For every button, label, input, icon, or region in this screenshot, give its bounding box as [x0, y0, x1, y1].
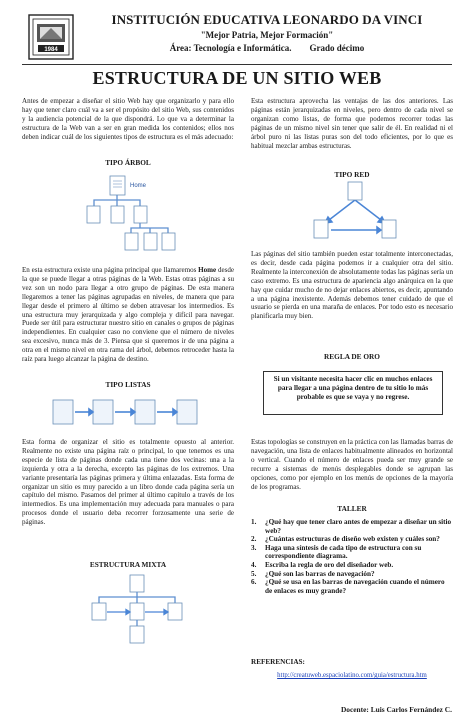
topologies-text: Estas topologías se construyen en la práctica con las llamadas barras de navegación, una lista de enlaces habitualmente alineados en horizontal o vertical. Cuando el número de enlaces pueda ser muy grande se recurre a sistemas de menús desplegables donde se agrupan las opciones, como por ejemplo en los menús de opciones de la mayoría de los programas.	[251, 438, 453, 491]
fig-mixed-title: ESTRUCTURA MIXTA	[89, 560, 167, 569]
list-paragraph	[22, 438, 234, 527]
workshop-item: 3. Haga una síntesis de cada tipo de estructura con su correspondiente diagrama.	[251, 543, 422, 561]
mixed-paragraph	[251, 97, 453, 150]
tree-text-part1: En esta estructura existe una página principal que llamaremos	[22, 266, 199, 274]
golden-rule-title: REGLA DE ORO	[324, 352, 380, 361]
workshop-title: TALLER	[337, 504, 367, 513]
fig-tree-title: TIPO ÁRBOL	[105, 158, 151, 167]
network-diagram	[305, 180, 405, 244]
tree-diagram	[80, 170, 190, 256]
mixed-text: Esta estructura aprovecha las ventajas de las dos anteriores. Las páginas están jerarquizadas en niveles, pero dentro de cada nivel se organizan como listas, de forma que podemos recorrer todas las páginas de un mismo nivel sin tener que salir de él. En realidad ni el árbol puro ni las listas puras son del todo eficientes, por lo que es habitual mezclar ambas estructuras.	[251, 97, 453, 150]
golden-rule-text: Si un visitante necesita hacer clic en muchos enlaces para llegar a una página dentro de tu sitio lo más probable es que se vaya y no regrese.	[273, 375, 433, 401]
institution-name: INSTITUCIÓN EDUCATIVA LEONARDO DA VINCI	[111, 12, 423, 27]
tree-text-part2: desde la que se puede llegar a otras páginas de la Web. Estas otras páginas a su vez son un nodo para llegar a otro grupo de páginas. De esta manera llegaremos a tener las páginas agrupadas en niveles, de manera que para llegar desde el primero al último se deben atravesar los intermedios. Es una estructura muy jerarquizada y algo compleja y difícil para navegar. Puede ser útil para estructurar nuestro sitio en canales o grupos de páginas independientes. En cualquier caso no conviene que el número de niveles sea excesivo, nunca más de 3. Piensa que si queremos ir de una página a otra en el mismo nivel en otra rama del árbol, debemos retroceder hasta la raíz para luego alcanzar la página de destino.	[22, 266, 234, 364]
references-title: REFERENCIAS:	[251, 658, 305, 666]
fig-list-title: TIPO LISTAS	[105, 380, 151, 389]
intro-paragraph	[22, 97, 234, 142]
area-line	[82, 43, 452, 53]
list-text: Esta forma de organizar el sitio es totalmente opuesto al anterior. Realmente no existe una página raíz o principal, lo que tenemos es una especie de lista de páginas donde cada una tiene dos vecinas: una a la izquierda y otra a la derecha, excepto las páginas de los extremos. Una variante presentaría las páginas primera y última enlazadas. Esta forma de organizar un sitio es muy parecido a un libro donde cada página sería un capítulo del mismo. Pasamos del primer al último capítulo a través de los intermedios. Es una implementación muy adecuada para manuales o para procesos donde el usuario deba recorrer forzosamente una serie de páginas.	[22, 438, 234, 527]
network-paragraph	[251, 250, 453, 321]
author-credit: Docente: Luis Carlos Fernández C.	[340, 705, 452, 714]
page-title: ESTRUCTURA DE UN SITIO WEB	[92, 68, 382, 88]
list-arrows	[75, 409, 177, 415]
list-diagram	[45, 392, 215, 432]
tree-level1-pages	[87, 206, 147, 223]
workshop-item: 1. ¿Qué hay que tener claro antes de empezar a diseñar un sitio web?	[251, 518, 452, 535]
tree-level2-pages	[125, 233, 175, 250]
topologies-paragraph	[251, 438, 453, 491]
workshop-item: 5. ¿Qué son las barras de navegación?	[251, 569, 375, 578]
tree-text-bold: Home	[198, 266, 217, 274]
school-logo	[28, 14, 74, 60]
fig-network-title: TIPO RED	[334, 170, 370, 179]
tree-paragraph	[22, 266, 234, 364]
intro-text: Antes de empezar a diseñar el sitio Web hay que organizarlo y para ello hay que tener claro cuál va a ser el propósito del sitio Web, sus contenidos y la audiencia potencial de la que dispondrá. Lo que va a determinar la estructura de la Web van a ser en gran medida los contenidos; ellos nos deben indicar cuál de los siguientes tipos de estructura es el más adecuado:	[22, 97, 234, 141]
network-text: Las páginas del sitio también pueden estar totalmente interconectadas, es decir, desde cada página podemos ir a cualquier otra del sitio. Realmente la interconexión de absolutamente todas las páginas sería un caso extremo. Es una estructura de apariencia algo anárquica en la que hay que cuidar mucho de no dejar enlaces abiertos, es decir, apuntando a una página inexistente. Además debemos tener cuidado de que el usuario se pierda en una maraña de enlaces. Por todo esto es necesario planificarla muy bien.	[251, 250, 453, 321]
header-divider	[22, 64, 452, 65]
area-label: Área: Tecnología e Informática.	[169, 43, 292, 53]
reference-link[interactable]: http://creatuweb.espaciolatino.com/guia/estructura.htm	[277, 672, 427, 679]
institution-motto: "Mejor Patria, Mejor Formación"	[200, 30, 334, 40]
grade-label: Grado décimo	[309, 43, 365, 53]
workshop-item: 6. ¿Qué se usa en las barras de navegación cuando el número de enlaces es muy grande?	[251, 578, 445, 595]
tree-root-label: Home	[130, 183, 147, 189]
tree-root-page	[110, 176, 125, 195]
workshop-item: 4. Escriba la regla de oro del diseñador web.	[251, 560, 394, 569]
workshop-list	[251, 518, 453, 595]
logo-year: 1984	[44, 47, 58, 53]
mixed-diagram	[85, 572, 195, 644]
golden-rule-box	[263, 371, 443, 415]
workshop-item: 2. ¿Cuántas estructuras de diseño web existen y cuáles son?	[251, 535, 440, 544]
page-header	[22, 10, 452, 62]
